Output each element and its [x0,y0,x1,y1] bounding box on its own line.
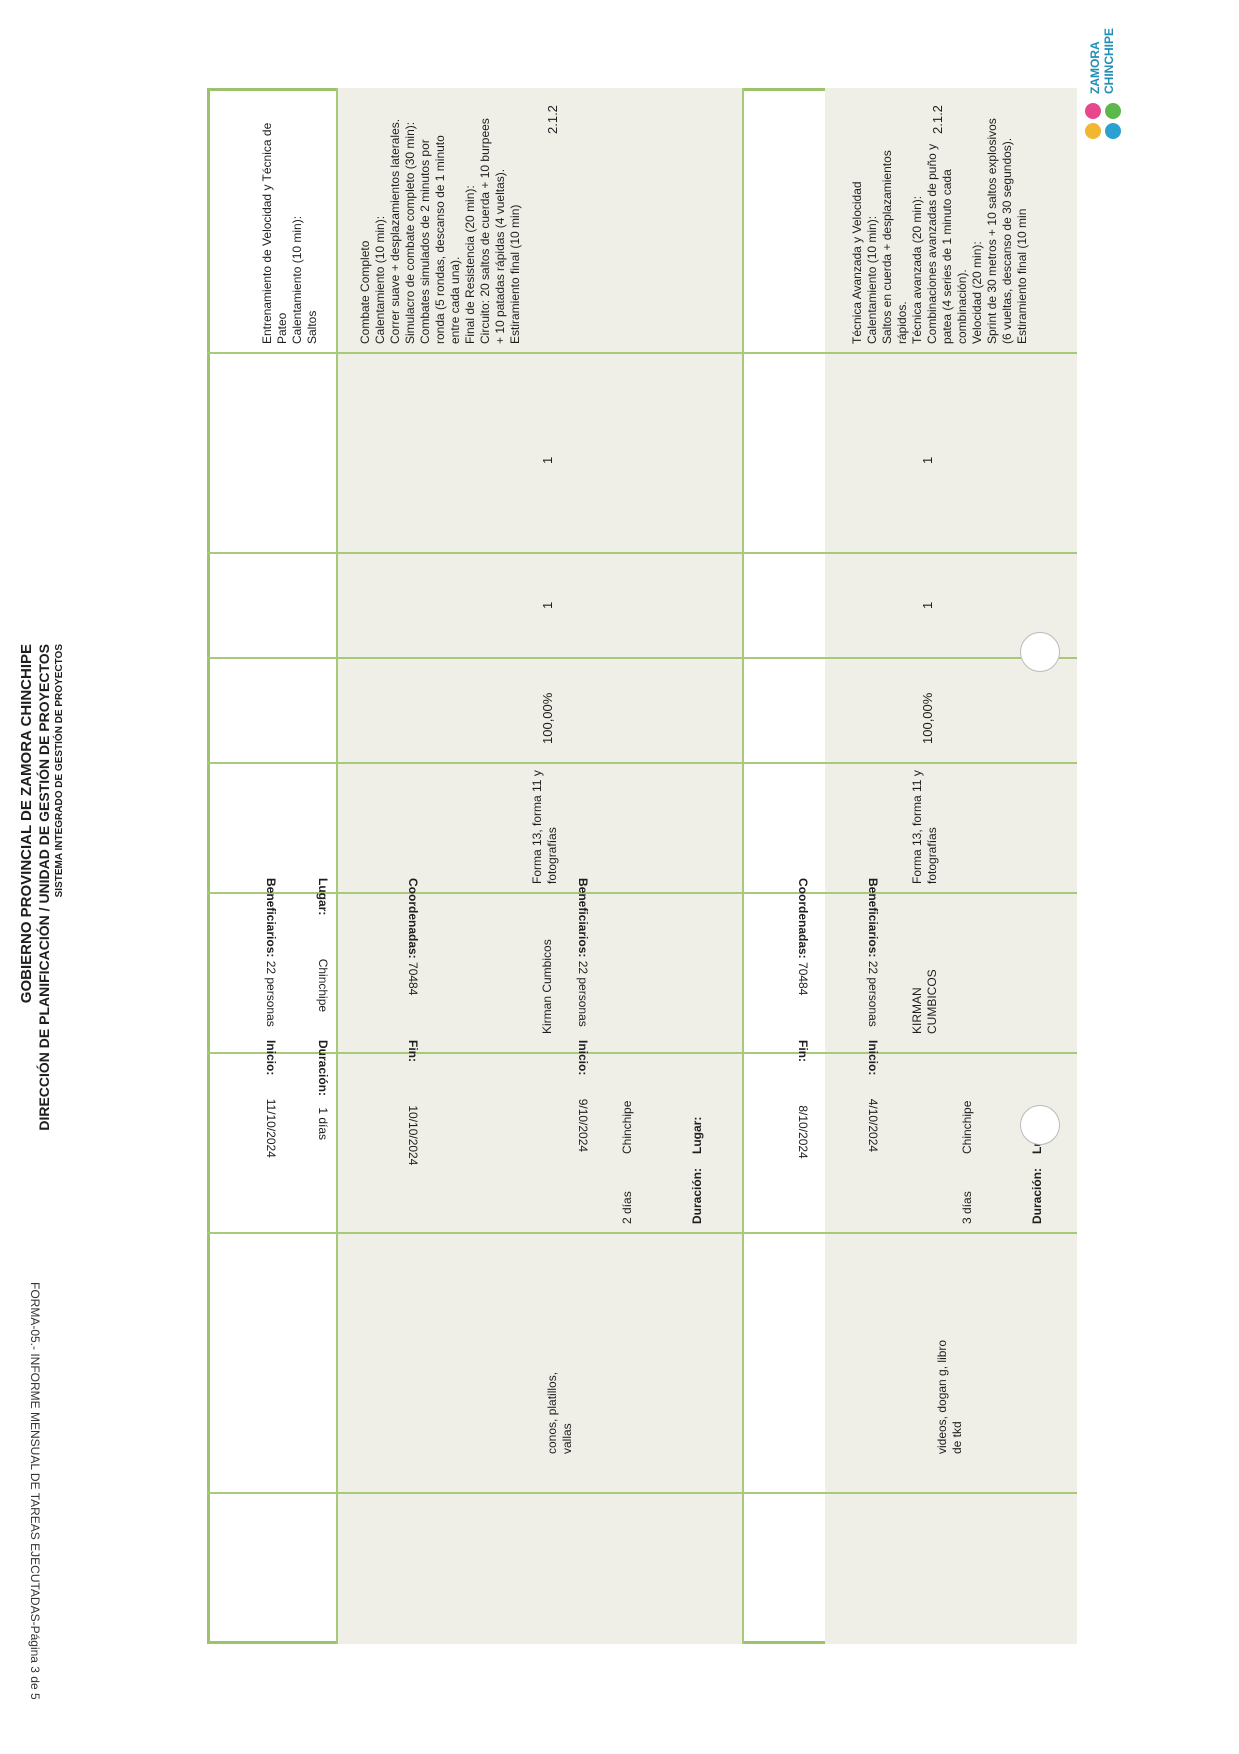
col-divider [207,552,1077,554]
row-1-inicio-label-v: Inicio: [866,1040,880,1076]
row-1-executed: 1 [920,601,935,609]
field-block-row2-inicio [576,1040,590,1152]
col-divider [207,762,1077,764]
col-divider [207,1052,1077,1054]
col-divider [207,1232,1077,1234]
row-1-beneficiarios: 22 personas [866,960,880,1027]
row-1-coordenadas: 70484 [796,962,810,996]
field-block-row1-coordenadas [796,878,810,995]
row-3-duracion-label: Duración: [316,1040,330,1097]
row-1-fin: 8/10/2024 [796,1105,810,1159]
row-2-fin: 10/10/2024 [406,1105,420,1166]
row-2-responsible: Kirman Cumbicos [540,939,554,1034]
col-divider [207,657,1077,659]
logo-text-2: CHINCHIPE [1102,27,1116,94]
row-1-materials: videos, dogan g, libro de tkd [935,1339,964,1454]
logo-mark-icon [1082,98,1126,142]
field-block-row2-fin [406,1040,420,1165]
row-2-materials: conos, platillos, vallas [545,1371,574,1454]
field-block-row1-inicio [866,1040,880,1152]
row-2-evidence: Forma 13, forma 11 y fotografías [530,770,559,884]
field-block-row3-inicio [264,1040,278,1158]
row-1-fin-label: Fin: [796,1040,810,1062]
row-1-code: 2.1.2 [930,105,945,134]
row-2-beneficiarios-label: Beneficiarios: [576,878,590,958]
row-1-planned: 1 [920,456,935,464]
row-2-percent: 100,00% [540,692,555,744]
field-block-row3-duracion [316,1040,330,1140]
row-3-lugar-label: Lugar: [316,878,330,916]
row-3-lugar: Chinchipe [316,958,330,1013]
row-1-percent: 100,00% [920,692,935,744]
field-block-row2-coordenadas [406,878,420,995]
row-2-lugar: Chinchipe [620,1100,634,1154]
provincial-logo [1078,2,1130,142]
row-1-beneficiarios-label-v: Beneficiarios: [866,878,880,958]
row-2-duracion-label: Duración: [690,1167,704,1224]
row-divider [336,88,338,1644]
row-1-duracion: 3 días [960,1191,974,1224]
row-3-beneficiarios: 22 personas [264,960,278,1027]
row-1-evidence: Forma 13, forma 11 y fotografías [910,770,939,884]
row-3-inicio: 11/10/2024 [264,1098,278,1158]
page-header [0,0,120,1754]
punch-hole [1020,632,1060,672]
row-2-coordenadas-label: Coordenadas: [406,878,420,959]
row-2-executed: 1 [540,601,555,609]
row-2-beneficiarios: 22 personas [576,960,590,1027]
col-divider [207,1492,1077,1494]
col-divider [207,892,1077,894]
row-2-code: 2.1.2 [545,105,560,134]
system-name: SISTEMA INTEGRADO DE GESTIÓN DE PROYECTOS [54,644,65,898]
row-2-planned: 1 [540,456,555,464]
field-block-row1-beneficiarios [866,878,880,1027]
page-footer: FORMA-05.- INFORME MENSUAL DE TAREAS EJECUTADAS-Página 3 de 5 [28,1282,42,1700]
col-divider [207,352,1077,354]
department-name: DIRECCIÓN DE PLANIFICACIÓN / UNIDAD DE GESTIÓN DE PROYECTOS [36,644,52,1131]
row-2-description: Combate Completo Calentamiento (10 min): Correr suave + desplazamientos laterales. Simulacro de combate completo (30 min): Combates simulados de 2 minutos por ronda (5 rondas, descanso de 1 minuto entre cada una). Final de Resistencia (20 min): Circuito: 20 saltos de cuerda + 10 burpees + 10 patadas rápidas (4 vueltas). Estiramiento final (10 min) [358,118,522,344]
row-1-coordenadas-label: Coordenadas: [796,878,810,959]
org-name: GOBIERNO PROVINCIAL DE ZAMORA CHINCHIPE [18,644,35,1004]
logo-text-1: ZAMORA [1088,41,1102,94]
row-2-duracion: 2 días [620,1191,634,1224]
row-3-description: Entrenamiento de Velocidad y Técnica de Pateo Calentamiento (10 min): Saltos [260,122,319,344]
field-block-row1-fin [796,1040,810,1159]
row-1-responsible: KIRMAN CUMBICOS [910,969,939,1034]
row-3-inicio-label: Inicio: [264,1040,278,1076]
row-1-inicio-v: 4/10/2024 [866,1098,880,1153]
row-3-duracion: 1 días [316,1107,330,1141]
row-2-lugar-label: Lugar: [690,1116,704,1154]
row-2-inicio-label: Inicio: [576,1040,590,1076]
field-block-row2-beneficiarios [576,878,590,1027]
row-2-inicio: 9/10/2024 [576,1098,590,1153]
field-block-row3-lugar [316,878,330,1012]
row-1-lugar: Chinchipe [960,1100,974,1154]
row-1-description: Técnica Avanzada y Velocidad Calentamiento (10 min): Saltos en cuerda + desplazamientos rápidos. Técnica avanzada (20 min): Combinaciones avanzadas de puño y patea (4 series de 1 minuto cada combinación). Velocidad (20 min): Sprint de 30 metros + 10 saltos explosivos (6 vueltas, descanso de 30 segundos). Estiramiento final (10 min [850,118,1029,344]
row-1-duracion-label: Duración: [1030,1167,1044,1224]
row-2-coordenadas: 70484 [406,962,420,996]
row-divider [742,88,744,1644]
field-block-row3-beneficiarios [264,878,278,1027]
row-3-beneficiarios-label: Beneficiarios: [264,878,278,958]
row-2-fin-label: Fin: [406,1040,420,1062]
punch-hole [1020,1105,1060,1145]
